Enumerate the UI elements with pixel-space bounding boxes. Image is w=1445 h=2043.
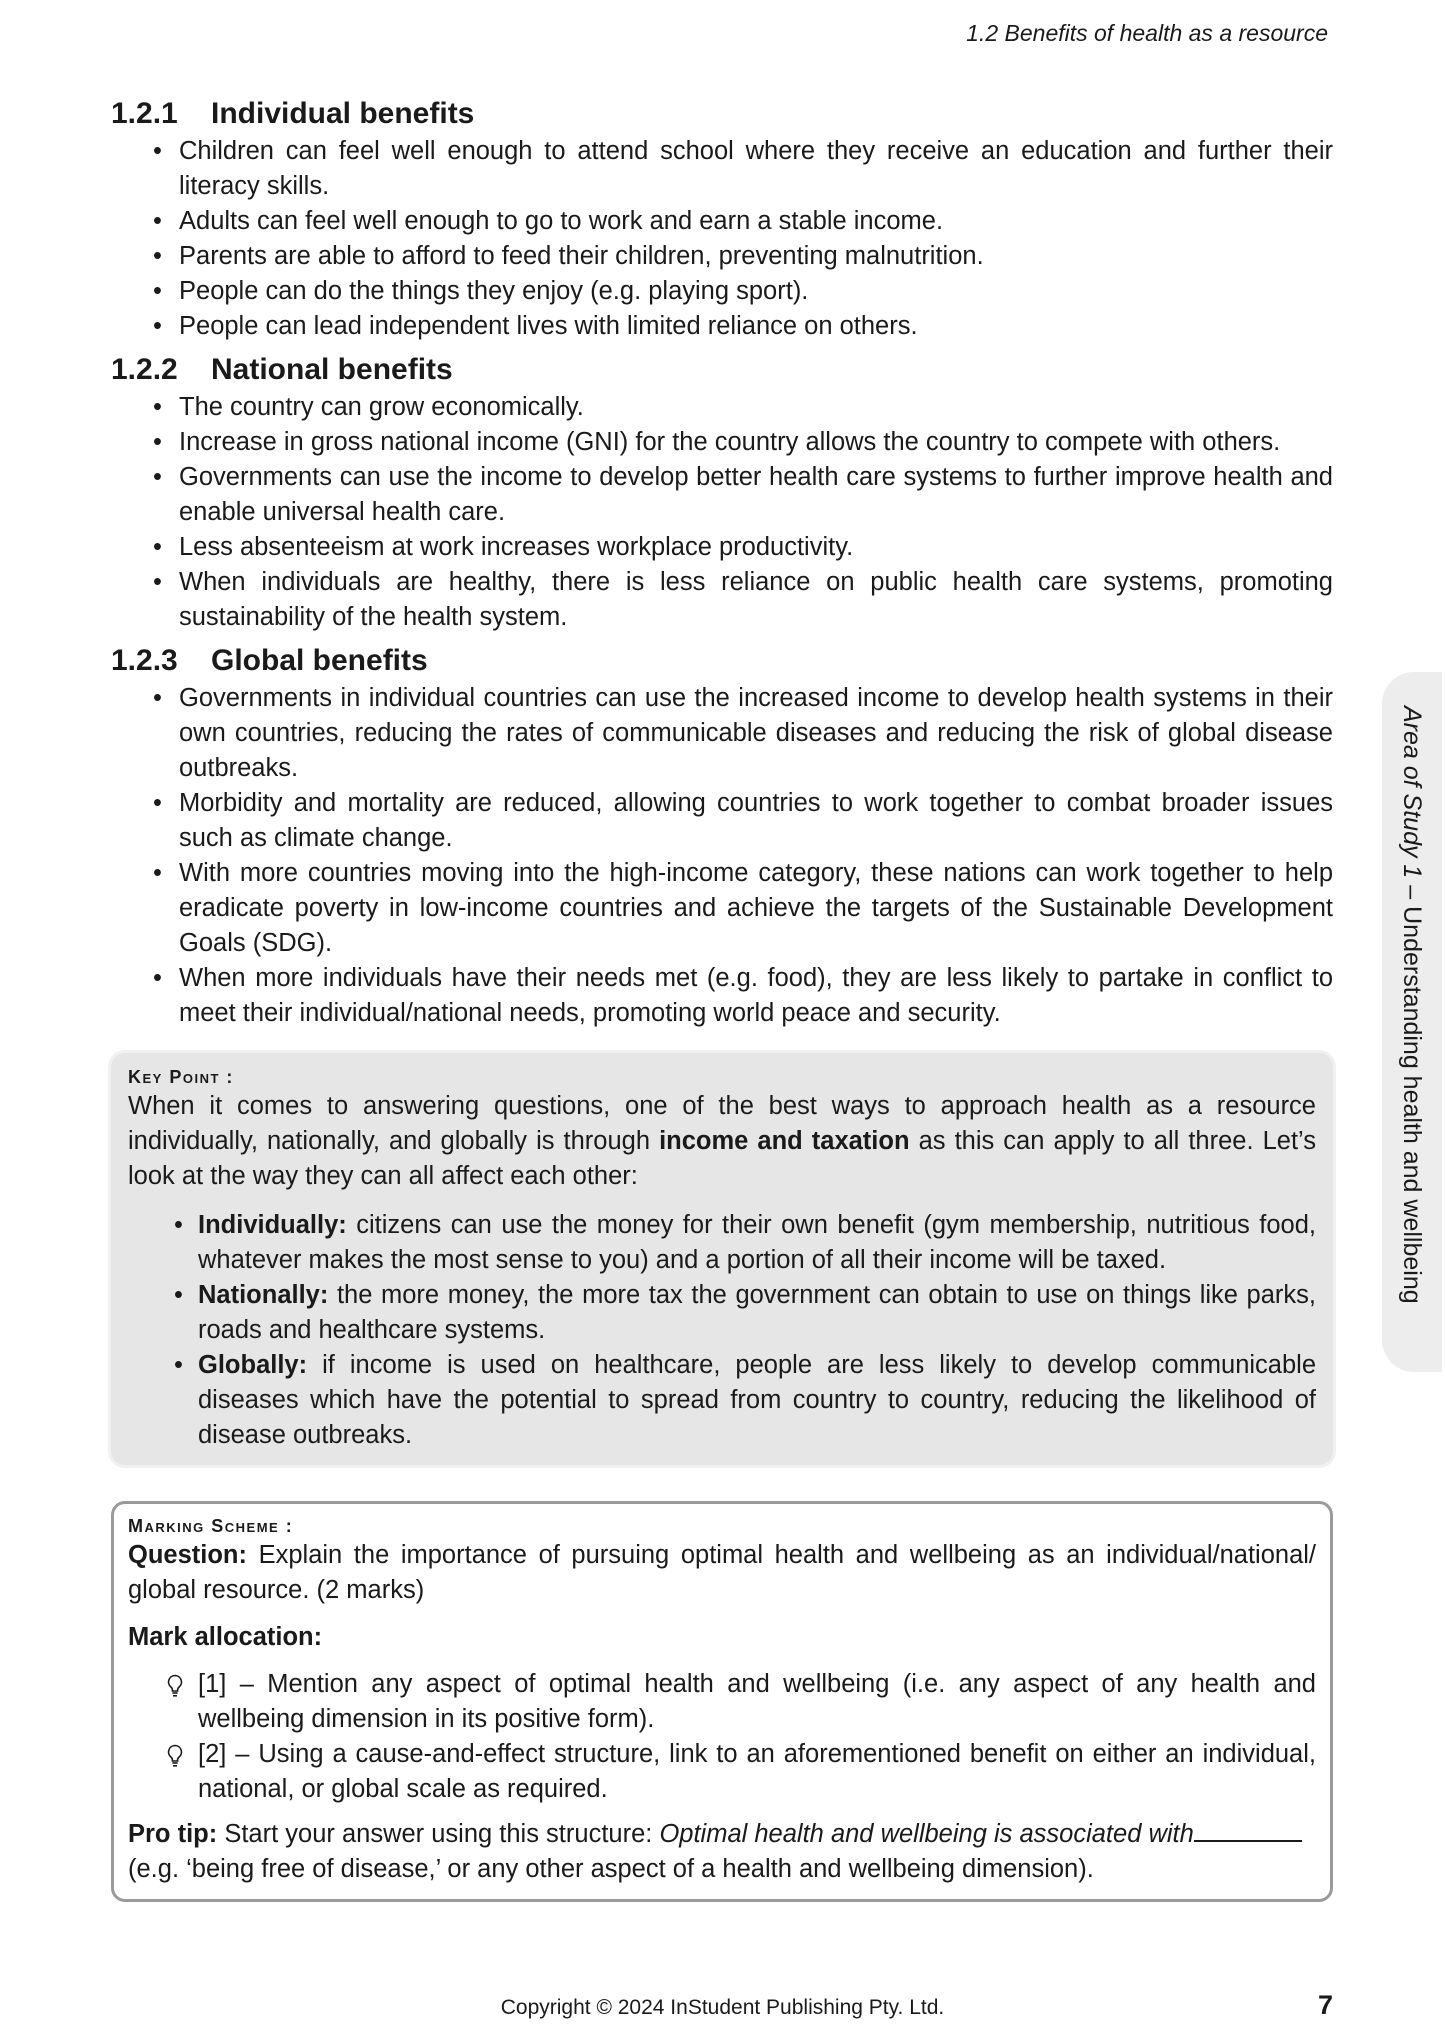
list-item: • When individuals are healthy, there is less reliance on public health care systems, promoting sustainability of the health system.	[179, 565, 1333, 635]
list-item: • Morbidity and mortality are reduced, allowing countries to work together to combat broader issues such as climate change.	[179, 786, 1333, 856]
lightbulb-icon	[166, 1744, 184, 1768]
list-item: • Less absenteeism at work increases workplace productivity.	[179, 530, 1333, 565]
item-term: Globally:	[198, 1351, 308, 1379]
key-point-list	[128, 1208, 1316, 1453]
question-label: Question:	[128, 1541, 247, 1569]
list-item	[198, 1348, 1316, 1453]
section-heading-global	[111, 641, 1333, 681]
section-heading-national	[111, 350, 1333, 390]
pro-tip-label: Pro tip:	[128, 1820, 218, 1848]
page-number: 7	[1317, 1990, 1333, 2020]
copyright: Copyright © 2024 InStudent Publishing Pty. Ltd.	[500, 1996, 945, 2019]
key-point-box	[111, 1053, 1333, 1465]
list-item: • Increase in gross national income (GNI) for the country allows the country to compete with others.	[179, 425, 1333, 460]
section-title: National benefits	[211, 353, 453, 386]
list-item: • Governments can use the income to develop better health care systems to further improve health and enable universal health care.	[179, 460, 1333, 530]
lightbulb-icon	[166, 1674, 184, 1698]
item-term: Nationally:	[198, 1281, 329, 1309]
pro-tip	[128, 1817, 1316, 1887]
list-item	[198, 1667, 1316, 1737]
individual-benefits-list	[111, 134, 1333, 344]
marking-scheme-box	[111, 1501, 1333, 1902]
list-item	[198, 1278, 1316, 1348]
pro-tip-example: (e.g. ‘being free of disease,’ or any other aspect of a health and wellbeing dimension).	[128, 1855, 1094, 1883]
section-heading-individual	[111, 94, 1333, 134]
section-number: 1.2.3	[111, 644, 178, 677]
running-header: 1.2 Benefits of health as a resource	[966, 20, 1328, 46]
national-benefits-list	[111, 390, 1333, 635]
section-number: 1.2.2	[111, 353, 178, 386]
area-of-study: Area of Study 1	[1398, 706, 1426, 879]
question	[128, 1538, 1316, 1608]
list-item: • Governments in individual countries can use the increased income to develop health systems in their own countries, reducing the rates of communicable diseases and reducing the risk of global disease outbreaks.	[179, 681, 1333, 786]
pro-tip-text: Start your answer using this structure:	[217, 1820, 660, 1848]
section-title: Individual benefits	[211, 97, 475, 130]
mark-allocation-list	[128, 1667, 1316, 1807]
list-item: • The country can grow economically.	[179, 390, 1333, 425]
item-text: the more money, the more tax the government can obtain to use on things like parks, roads and healthcare systems.	[198, 1281, 1316, 1344]
marking-scheme-label: Marking Scheme :	[128, 1516, 294, 1536]
section-title: Global benefits	[211, 644, 428, 677]
list-item: • Children can feel well enough to attend school where they receive an education and further their literacy skills.	[179, 134, 1333, 204]
list-item: • People can do the things they enjoy (e.g. playing sport).	[179, 274, 1333, 309]
separator: –	[1398, 878, 1426, 907]
item-text: citizens can use the money for their own benefit (gym membership, nutritious food, whatever makes the most sense to you) and a portion of all their income will be taxed.	[198, 1211, 1316, 1274]
page-content	[111, 94, 1333, 1902]
list-item: • People can lead independent lives with limited reliance on others.	[179, 309, 1333, 344]
key-point-intro	[128, 1089, 1316, 1194]
topic: Understanding health and wellbeing	[1398, 906, 1426, 1304]
intro-emphasis: income and taxation	[659, 1127, 910, 1155]
global-benefits-list	[111, 681, 1333, 1031]
answer-blank	[1194, 1818, 1302, 1842]
pro-tip-structure: Optimal health and wellbeing is associated with	[659, 1820, 1194, 1848]
section-number: 1.2.1	[111, 97, 178, 130]
mark-text: [2] – Using a cause-and-effect structure, link to an aforementioned benefit on either an individual, national, or global scale as required.	[198, 1740, 1316, 1803]
intro-text: as this can apply to all three. Let’s look at the way they can all affect each other:	[128, 1127, 1316, 1190]
item-text: if income is used on healthcare, people are less likely to develop communicable diseases which have the potential to spread from country to country, reducing the likelihood of disease outbreaks.	[198, 1351, 1316, 1449]
side-tab-label	[1398, 706, 1426, 1304]
list-item: • Parents are able to afford to feed their children, preventing malnutrition.	[179, 239, 1333, 274]
list-item	[198, 1208, 1316, 1278]
key-point-label: Key Point :	[128, 1067, 234, 1087]
list-item: • Adults can feel well enough to go to work and earn a stable income.	[179, 204, 1333, 239]
list-item: • When more individuals have their needs met (e.g. food), they are less likely to partake in conflict to meet their individual/national needs, promoting world peace and security.	[179, 961, 1333, 1031]
list-item	[198, 1737, 1316, 1807]
mark-allocation-heading: Mark allocation:	[128, 1623, 323, 1651]
mark-text: [1] – Mention any aspect of optimal health and wellbeing (i.e. any aspect of any health and wellbeing dimension in its positive form).	[198, 1670, 1316, 1733]
question-text: Explain the importance of pursuing optimal health and wellbeing as an individual/national/ global resource. (2 marks)	[128, 1541, 1316, 1604]
intro-text: When it comes to answering questions, one of the best ways to approach health as a resource individually, nationally, and globally is through	[128, 1092, 1316, 1155]
list-item: • With more countries moving into the high-income category, these nations can work together to help eradicate poverty in low-income countries and achieve the targets of the Sustainable Development Goals (SDG).	[179, 856, 1333, 961]
item-term: Individually:	[198, 1211, 347, 1239]
